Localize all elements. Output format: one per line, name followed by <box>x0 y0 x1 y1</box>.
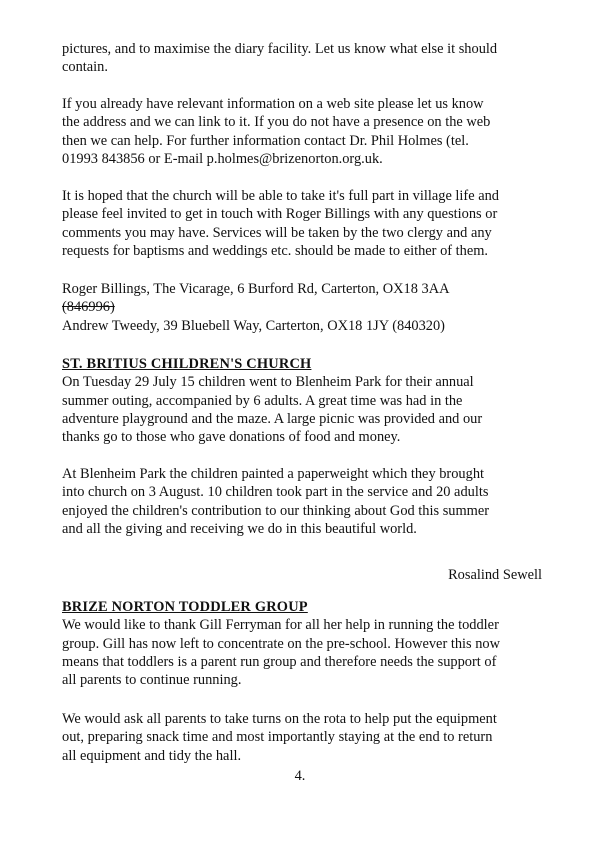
text-line: pictures, and to maximise the diary facility. Let us know what else it should <box>62 41 498 57</box>
text-line: all equipment and tidy the hall. <box>62 747 242 764</box>
intro-paragraph <box>62 40 552 77</box>
text-line: all parents to continue running. <box>62 672 242 689</box>
section-heading: ST. BRITIUS CHILDREN'S CHURCH <box>62 356 312 372</box>
text-line: into church on 3 August. 10 children took part in the service and 20 adults <box>62 484 489 501</box>
text-line: then we can help. For further information contact Dr. Phil Holmes (tel. <box>62 132 469 149</box>
childrens-church-section <box>62 355 552 446</box>
text-line: thanks go to those who gave donations of food and money. <box>62 429 401 446</box>
roger-billings-address: Roger Billings, The Vicarage, 6 Burford Rd, Carterton, OX18 3AA <box>62 281 450 297</box>
childrens-church-paragraph-2 <box>62 465 552 538</box>
text-line: If you already have relevant information on a web site please let us know <box>62 96 484 112</box>
text-line: requests for baptisms and weddings etc. should be made to either of them. <box>62 242 489 259</box>
toddler-group-paragraph-2 <box>62 710 552 765</box>
section-heading: BRIZE NORTON TODDLER GROUP <box>62 599 308 615</box>
toddler-group-section <box>62 598 552 689</box>
text-line: It is hoped that the church will be able to take it's full part in village life and <box>62 188 499 204</box>
text-line: contain. <box>62 59 108 76</box>
text-line: 01993 843856 or E-mail p.holmes@brizenorton.org.uk. <box>62 150 383 167</box>
text-line: summer outing, accompanied by 6 adults. A great time was had in the <box>62 392 463 409</box>
text-line: enjoyed the children's contribution to our thinking about God this summer <box>62 502 490 519</box>
text-line: please feel invited to get in touch with Roger Billings with any questions or <box>62 206 498 223</box>
text-line: We would like to thank Gill Ferryman for all her help in running the toddler <box>62 617 499 634</box>
church-paragraph <box>62 187 552 260</box>
text-line: On Tuesday 29 July 15 children went to Blenheim Park for their annual <box>62 374 474 391</box>
text-line: comments you may have. Services will be taken by the two clergy and any <box>62 224 492 241</box>
text-line: and all the giving and receiving we do in this beautiful world. <box>62 520 417 537</box>
clergy-contacts <box>62 280 552 335</box>
text-line: We would ask all parents to take turns on the rota to help put the equipment <box>62 711 497 727</box>
text-line: means that toddlers is a parent run group and therefore needs the support of <box>62 653 497 670</box>
text-line: group. Gill has now left to concentrate on the pre-school. However this now <box>62 635 501 652</box>
website-paragraph <box>62 95 552 168</box>
text-line: At Blenheim Park the children painted a paperweight which they brought <box>62 466 485 482</box>
text-line: out, preparing snack time and most importantly staying at the end to return <box>62 729 493 746</box>
andrew-tweedy-address: Andrew Tweedy, 39 Bluebell Way, Carterton, OX18 1JY (840320) <box>62 317 445 334</box>
page-number: 4. <box>294 768 306 784</box>
roger-billings-phone: (846996) <box>62 299 115 316</box>
text-line: adventure playground and the maze. A large picnic was provided and our <box>62 410 483 427</box>
signature: Rosalind Sewell <box>448 567 542 583</box>
text-line: the address and we can link to it. If you do not have a presence on the web <box>62 114 491 131</box>
